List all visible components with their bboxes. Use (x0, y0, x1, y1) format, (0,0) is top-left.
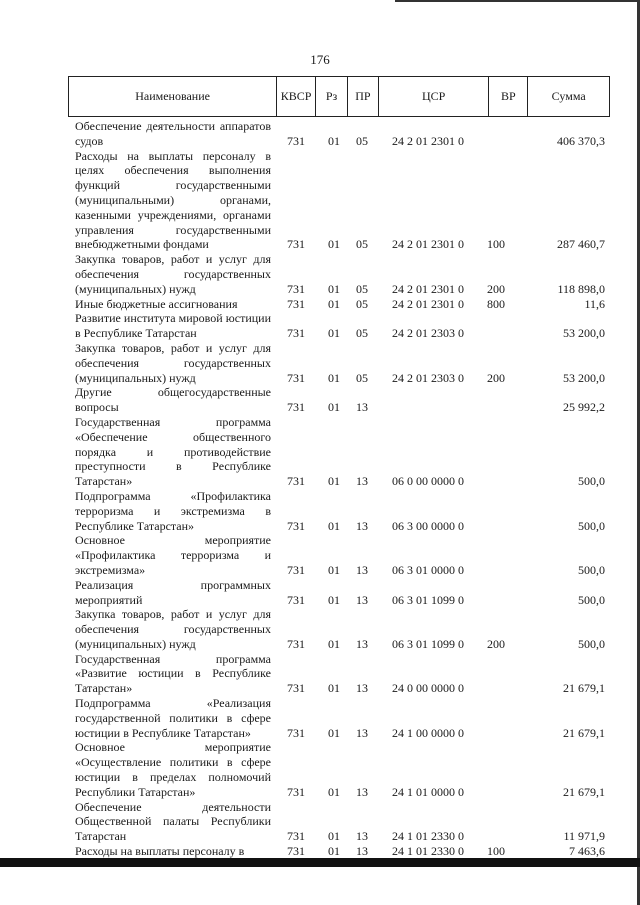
row-name: Обеспечение деятельности аппаратов судов (75, 119, 271, 148)
cell-kvsr: 731 (287, 592, 305, 607)
cell-pr: 13 (356, 636, 368, 651)
header-rz: Рз (316, 77, 348, 116)
row-name: Основное мероприятие «Осуществление политики в сфере юстиции в пределах полномочий Республики Татарстан» (75, 740, 271, 799)
table-row (75, 415, 610, 489)
cell-sum: 500,0 (578, 474, 605, 489)
table-row (75, 252, 610, 296)
cell-pr: 05 (356, 326, 368, 341)
cell-csr: 24 2 01 2301 0 (392, 133, 464, 148)
cell-sum: 21 679,1 (563, 725, 605, 740)
cell-sum: 11,6 (584, 296, 605, 311)
cell-rz: 01 (328, 725, 340, 740)
cell-csr: 24 2 01 2301 0 (392, 296, 464, 311)
cell-pr: 05 (356, 370, 368, 385)
row-name: Государственная программа «Развитие юстиции в Республике Татарстан» (75, 651, 271, 696)
cell-rz: 01 (328, 474, 340, 489)
row-values (75, 134, 610, 149)
cell-pr: 05 (356, 133, 368, 148)
header-name: Наименование (69, 77, 277, 116)
cell-kvsr: 731 (287, 681, 305, 696)
cell-sum: 500,0 (578, 636, 605, 651)
cell-sum: 500,0 (578, 562, 605, 577)
cell-csr: 24 1 01 0000 0 (392, 784, 464, 799)
row-name: Государственная программа «Обеспечение общественного порядка и противодействие преступности в Республике Татарстан» (75, 414, 271, 489)
row-name: Закупка товаров, работ и услуг для обеспечения государственных (муниципальных) нужд (75, 340, 271, 385)
cell-rz: 01 (328, 326, 340, 341)
row-values (75, 297, 610, 312)
cell-sum: 287 460,7 (557, 237, 605, 252)
table-row (75, 489, 610, 533)
cell-sum: 25 992,2 (563, 400, 605, 415)
table-row (75, 385, 610, 415)
cell-csr: 24 2 01 2303 0 (392, 326, 464, 341)
cell-kvsr: 731 (287, 725, 305, 740)
cell-sum: 118 898,0 (557, 281, 605, 296)
cell-csr: 06 3 01 1099 0 (392, 592, 464, 607)
cell-sum: 500,0 (578, 518, 605, 533)
row-name: Подпрограмма «Профилактика терроризма и экстремизма в Республике Татарстан» (75, 488, 271, 533)
cell-rz: 01 (328, 518, 340, 533)
row-values (75, 237, 610, 252)
row-name: Реализация программных мероприятий (75, 577, 271, 607)
row-values (75, 563, 610, 578)
cell-vr: 200 (487, 281, 505, 296)
table-row (75, 652, 610, 696)
cell-csr: 24 2 01 2301 0 (392, 237, 464, 252)
cell-vr: 200 (487, 370, 505, 385)
row-values (75, 326, 610, 341)
cell-csr: 06 3 01 0000 0 (392, 562, 464, 577)
row-name: Закупка товаров, работ и услуг для обеспечения государственных (муниципальных) нужд (75, 252, 271, 296)
cell-rz: 01 (328, 400, 340, 415)
cell-kvsr: 731 (287, 400, 305, 415)
cell-pr: 13 (356, 400, 368, 415)
row-values (75, 282, 610, 297)
cell-rz: 01 (328, 681, 340, 696)
cell-csr: 24 2 01 2301 0 (392, 281, 464, 296)
cell-rz: 01 (328, 133, 340, 148)
table-row (75, 341, 610, 385)
cell-vr: 200 (487, 636, 505, 651)
cell-kvsr: 731 (287, 326, 305, 341)
cell-rz: 01 (328, 370, 340, 385)
cell-rz: 01 (328, 562, 340, 577)
row-name: Основное мероприятие «Профилактика терроризма и экстремизма» (75, 533, 271, 577)
cell-pr: 13 (356, 518, 368, 533)
scan-edge-bottom (0, 858, 640, 867)
cell-sum: 53 200,0 (563, 370, 605, 385)
table-row (75, 607, 610, 651)
row-name: Обеспечение деятельности Общественной палаты Республики Татарстан (75, 799, 271, 844)
cell-rz: 01 (328, 829, 340, 844)
cell-rz: 01 (328, 296, 340, 311)
cell-kvsr: 731 (287, 474, 305, 489)
row-name: Иные бюджетные ассигнования (75, 296, 238, 311)
table-row (75, 844, 610, 859)
cell-rz: 01 (328, 844, 340, 859)
header-vr: ВР (489, 77, 528, 116)
cell-kvsr: 731 (287, 844, 305, 859)
cell-pr: 13 (356, 562, 368, 577)
page-number: 176 (310, 52, 330, 67)
cell-sum: 21 679,1 (563, 681, 605, 696)
cell-csr: 24 1 01 2330 0 (392, 829, 464, 844)
table-row (75, 533, 610, 577)
cell-pr: 13 (356, 474, 368, 489)
cell-pr: 05 (356, 296, 368, 311)
cell-kvsr: 731 (287, 636, 305, 651)
row-values (75, 371, 610, 386)
table-row (75, 119, 610, 149)
row-values (75, 637, 610, 652)
header-kvsr: КВСР (277, 77, 316, 116)
cell-pr: 05 (356, 281, 368, 296)
cell-rz: 01 (328, 592, 340, 607)
cell-vr: 800 (487, 296, 505, 311)
cell-kvsr: 731 (287, 562, 305, 577)
cell-sum: 500,0 (578, 592, 605, 607)
row-name: Развитие института мировой юстиции в Республике Татарстан (75, 311, 271, 341)
row-values (75, 593, 610, 608)
table-row (75, 149, 610, 253)
cell-pr: 13 (356, 829, 368, 844)
cell-pr: 05 (356, 237, 368, 252)
table-row (75, 740, 610, 799)
cell-sum: 7 463,6 (569, 844, 605, 859)
cell-rz: 01 (328, 784, 340, 799)
cell-csr: 24 1 00 0000 0 (392, 725, 464, 740)
cell-csr: 06 0 00 0000 0 (392, 474, 464, 489)
header-pr: ПР (348, 77, 379, 116)
table-row (75, 578, 610, 608)
cell-kvsr: 731 (287, 829, 305, 844)
cell-csr: 24 2 01 2303 0 (392, 370, 464, 385)
table-header (68, 76, 610, 117)
cell-kvsr: 731 (287, 237, 305, 252)
row-values (75, 474, 610, 489)
cell-kvsr: 731 (287, 784, 305, 799)
cell-rz: 01 (328, 237, 340, 252)
header-csr: ЦСР (379, 77, 490, 116)
table-row (75, 696, 610, 740)
cell-csr: 24 0 00 0000 0 (392, 681, 464, 696)
cell-pr: 13 (356, 844, 368, 859)
row-name: Подпрограмма «Реализация государственной политики в сфере юстиции в Республике Татарстан» (75, 696, 271, 740)
row-values (75, 829, 610, 844)
header-sum: Сумма (551, 89, 586, 103)
cell-pr: 13 (356, 784, 368, 799)
row-name: Расходы на выплаты персоналу в целях обеспечения выполнения функций государственными (муниципальными) органами, казенными учреждениями, органами управления государственными внебюджетными фондами (75, 148, 271, 252)
row-name: Другие общегосударственные вопросы (75, 385, 271, 415)
cell-pr: 13 (356, 725, 368, 740)
row-values (75, 681, 610, 696)
row-name: Закупка товаров, работ и услуг для обеспечения государственных (муниципальных) нужд (75, 607, 271, 651)
cell-kvsr: 731 (287, 281, 305, 296)
cell-vr: 100 (487, 844, 505, 859)
table-row (75, 800, 610, 844)
cell-csr: 06 3 01 1099 0 (392, 636, 464, 651)
row-name: Расходы на выплаты персоналу в (75, 844, 245, 859)
cell-pr: 13 (356, 592, 368, 607)
cell-csr: 06 3 00 0000 0 (392, 518, 464, 533)
row-values (75, 726, 610, 741)
cell-csr: 24 1 01 2330 0 (392, 844, 464, 859)
table-body (75, 119, 610, 859)
cell-sum: 11 971,9 (563, 829, 605, 844)
cell-rz: 01 (328, 281, 340, 296)
row-values (75, 844, 610, 859)
scan-edge-top (395, 0, 640, 2)
cell-kvsr: 731 (287, 296, 305, 311)
cell-sum: 21 679,1 (563, 784, 605, 799)
row-values (75, 519, 610, 534)
row-values (75, 785, 610, 800)
cell-rz: 01 (328, 636, 340, 651)
table-row (75, 311, 610, 341)
cell-kvsr: 731 (287, 518, 305, 533)
cell-vr: 100 (487, 237, 505, 252)
cell-kvsr: 731 (287, 133, 305, 148)
cell-sum: 406 370,3 (557, 133, 605, 148)
row-values (75, 400, 610, 415)
table-row (75, 297, 610, 312)
cell-sum: 53 200,0 (563, 326, 605, 341)
cell-kvsr: 731 (287, 370, 305, 385)
cell-pr: 13 (356, 681, 368, 696)
